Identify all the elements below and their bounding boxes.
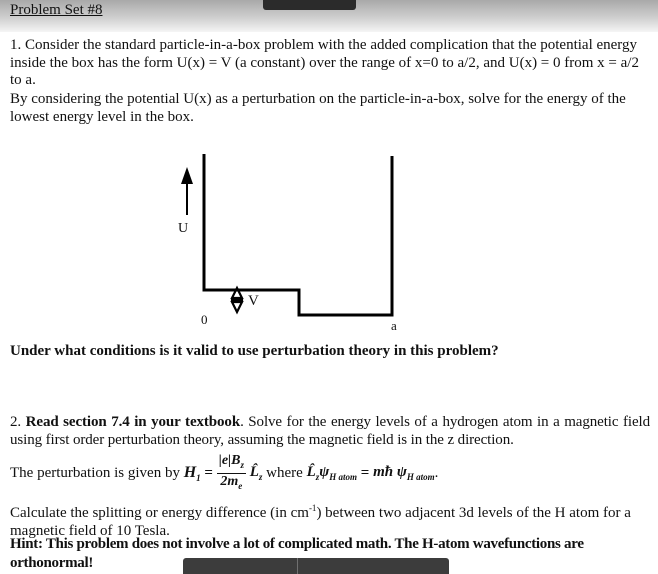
psi2-sub: H atom (406, 472, 435, 483)
axis-label-u: U (178, 221, 189, 236)
perturbation-formula (10, 453, 650, 493)
lz-operator-2: L̂ (306, 464, 316, 481)
viewer-bottom-toolbar[interactable] (183, 558, 449, 574)
formula-end: . (434, 464, 439, 481)
frac-den-sub: e (238, 480, 243, 491)
psi-sub: H atom (329, 472, 358, 483)
m-hbar: mħ (373, 464, 394, 481)
lz-operator: L̂ (249, 464, 259, 481)
psi-symbol-2: ψ (396, 464, 407, 481)
equals-sign: = (204, 464, 213, 481)
arrow-up-icon (181, 167, 193, 184)
potential-well-svg (160, 150, 420, 340)
toolbar-left-segment[interactable] (183, 558, 298, 574)
viewer-top-toolbar[interactable] (263, 0, 356, 10)
problem2-rest: . Solve for the energy levels of a hydrogen atom in a magnetic field using first order perturbation theory, assuming the magnetic field is in the z direction. (10, 414, 650, 448)
lz-sub: z (258, 472, 263, 483)
formula-intro: The perturbation is given by (10, 464, 180, 481)
x-label-a: a (391, 318, 397, 333)
problem2-hint: Hint: This problem does not involve a lot of complicated math. The H-atom wavefunctions are orthonormal! (10, 536, 584, 571)
frac-denominator: 2m (220, 473, 239, 489)
h1-sub: 1 (196, 472, 201, 483)
problem2-statement (10, 414, 650, 449)
equals-sign-2: = (360, 464, 370, 481)
problem1-question: Under what conditions is it valid to use perturbation theory in this problem? (10, 343, 499, 359)
lz2-sub: z (315, 472, 320, 483)
psi-symbol: ψ (319, 464, 330, 481)
problem1-intro: 1. Consider the standard particle-in-a-box problem with the added complication that the potential energy inside the box has the form U(x) = V (a constant) over the range of x=0 to a/2, and U(x) = 0 from x = a/2 to a. (10, 37, 639, 88)
problem2-bold-lead: Read section 7.4 in your textbook (25, 414, 241, 430)
step-label-v: V (248, 293, 259, 309)
x-label-zero: 0 (201, 312, 208, 327)
calc-sup: -1 (308, 503, 317, 513)
fraction (217, 453, 246, 494)
frac-num-sub: z (240, 459, 244, 470)
problem1-task: By considering the potential U(x) as a perturbation on the particle-in-a-box, solve for the energy of the lowest energy level in the box. (10, 91, 626, 125)
where-word: where (266, 464, 303, 481)
frac-numerator: |e|B (218, 453, 241, 468)
h1-symbol: H (183, 463, 197, 481)
calc-post: ) between two adjacent 3d levels of the H atom for a magnetic field of 10 Tesla. (10, 505, 631, 539)
page-title: Problem Set #8 (10, 2, 103, 18)
problem2-calc (10, 500, 650, 540)
calc-pre: Calculate the splitting or energy difference (in cm (10, 505, 309, 521)
potential-well-diagram (160, 150, 420, 340)
problem2-number: 2. (10, 414, 22, 430)
toolbar-right-segment[interactable] (298, 558, 449, 574)
